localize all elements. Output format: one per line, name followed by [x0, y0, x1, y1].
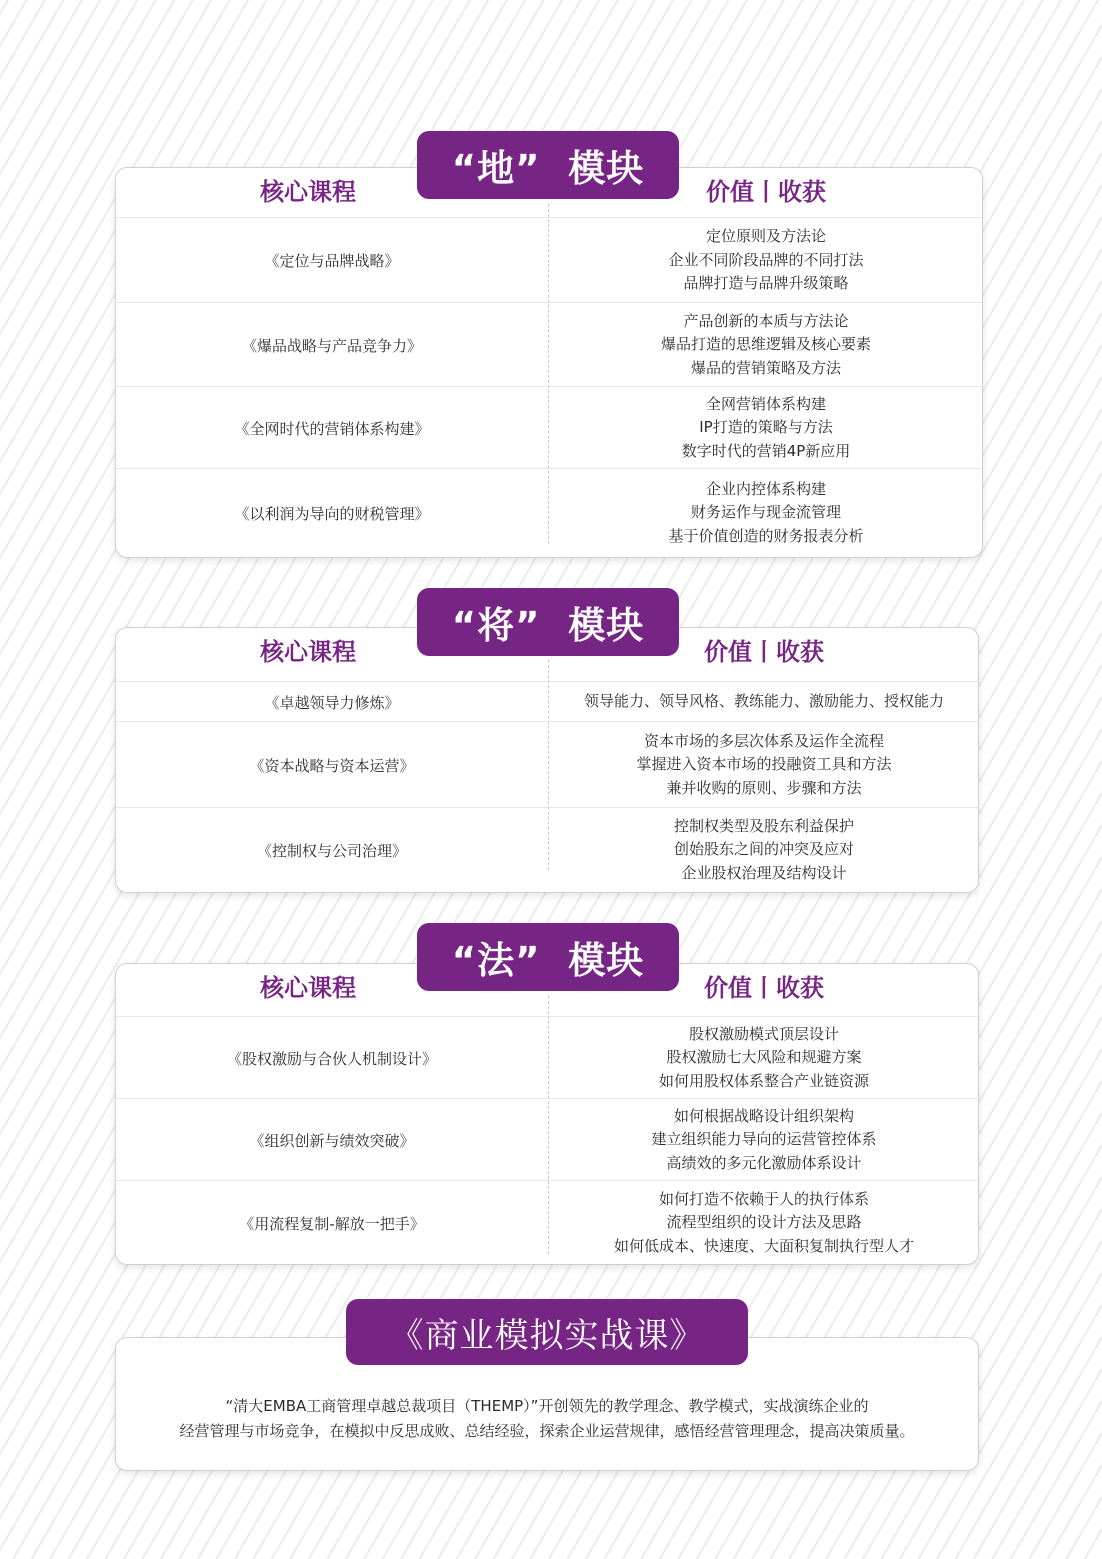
- course-values: 领导能力、领导风格、教练能力、激励能力、授权能力: [583, 692, 944, 711]
- course-name: 《控制权与公司治理》: [256, 841, 407, 860]
- course-name: 《用流程复制-解放一把手》: [239, 1214, 425, 1233]
- table-row: [116, 807, 978, 892]
- module-title-tab: “将” 模块: [417, 588, 679, 656]
- module-card: [115, 963, 979, 1265]
- course-name: 《以利润为导向的财税管理》: [234, 504, 430, 523]
- course-values: 控制权类型及股东利益保护 创始股东之间的冲突及应对 企业股权治理及结构设计: [673, 816, 854, 882]
- course-values: 如何根据战略设计组织架构 建立组织能力导向的运营管控体系 高绩效的多元化激励体系设计: [651, 1106, 877, 1172]
- course-name: 《组织创新与绩效突破》: [249, 1131, 415, 1150]
- course-name: 《全网时代的营销体系构建》: [234, 419, 430, 438]
- value-header: 价值丨收获: [704, 974, 824, 1002]
- course-name: 《定位与品牌战略》: [264, 252, 400, 270]
- course-values: 全网营销体系构建 IP打造的策略与方法 数字时代的营销4P新应用: [681, 394, 851, 460]
- course-name: 《资本战略与资本运营》: [249, 756, 415, 775]
- table-row: [116, 1180, 978, 1265]
- course-header: 核心课程: [260, 178, 356, 206]
- value-header: 价值丨收获: [704, 638, 824, 666]
- module-title-tab: “地” 模块: [417, 131, 679, 199]
- simulation-title-tab: 《商业模拟实战课》: [346, 1299, 748, 1365]
- course-values: 股权激励模式顶层设计 股权激励七大风险和规避方案 如何用股权体系整合产业链资源: [658, 1024, 869, 1090]
- value-header: 价值丨收获: [706, 178, 826, 206]
- course-name: 《爆品战略与产品竞争力》: [241, 336, 422, 355]
- course-header: 核心课程: [260, 638, 356, 666]
- table-row: [116, 386, 982, 469]
- table-row: [116, 1098, 978, 1181]
- table-row: [116, 302, 982, 387]
- table-row: [116, 681, 978, 722]
- module-title-tab: “法” 模块: [417, 923, 679, 991]
- course-values: 产品创新的本质与方法论 爆品打造的思维逻辑及核心要素 爆品的营销策略及方法: [660, 311, 871, 377]
- table-row: [116, 1016, 978, 1099]
- module-card: [115, 627, 979, 893]
- table-row: [116, 217, 982, 303]
- simulation-description: “清大EMBA工商管理卓越总裁项目（THEMP）”开创领先的教学理念、教学模式，实战演练企业的 经营管理与市场竞争，在模拟中反思成败、总结经验，探索企业运营规律，感悟经营管理理念，提高决策质量。: [179, 1397, 915, 1440]
- module-card: [115, 167, 983, 558]
- course-values: 如何打造不依赖于人的执行体系 流程型组织的设计方法及思路 如何低成本、快速度、大面积复制执行型人才: [613, 1189, 914, 1255]
- course-values: 定位原则及方法论 企业不同阶段品牌的不同打法 品牌打造与品牌升级策略: [668, 227, 864, 293]
- table-row: [116, 721, 978, 808]
- course-values: 资本市场的多层次体系及运作全流程 掌握进入资本市场的投融资工具和方法 兼并收购的原则、步骤和方法: [636, 731, 892, 797]
- course-name: 《股权激励与合伙人机制设计》: [226, 1049, 437, 1068]
- course-name: 《卓越领导力修炼》: [264, 693, 400, 712]
- course-values: 企业内控体系构建 财务运作与现金流管理 基于价值创造的财务报表分析: [668, 479, 864, 545]
- table-row: [116, 468, 982, 557]
- course-header: 核心课程: [260, 974, 356, 1002]
